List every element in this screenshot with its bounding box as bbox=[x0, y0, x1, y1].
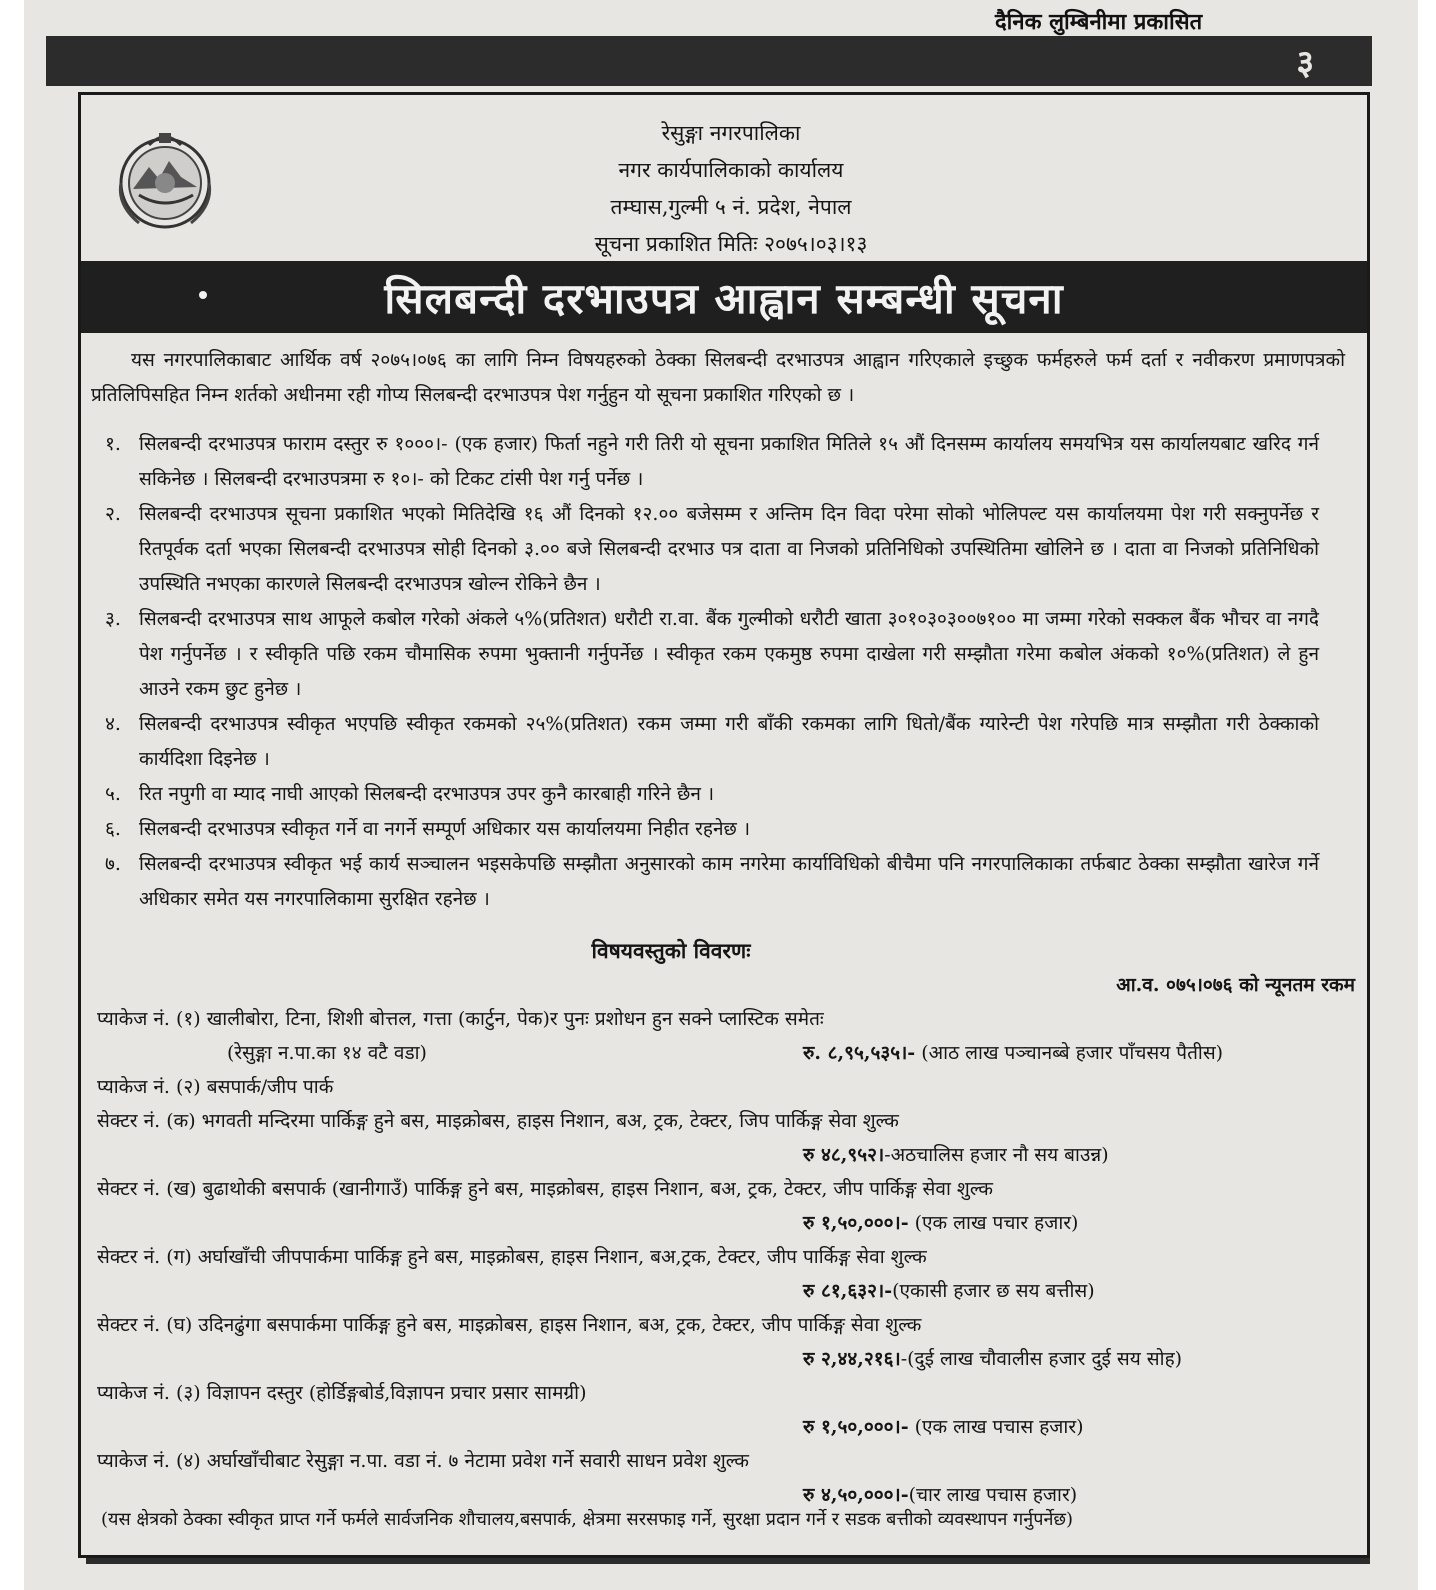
office-department: नगर कार्यपालिकाको कार्यालय bbox=[618, 158, 844, 182]
sector-ga: सेक्टर नं. (ग) अर्घाखाँची जीपपार्कमा पार्किङ्ग हुने बस, माइक्रोबस, हाइस निशान, बअ,ट्रक, टेक्टर, जीप पार्किङ्ग सेवा शुल्क bbox=[97, 1246, 927, 1268]
sector-ga-amount: रु ८१,६३२।- bbox=[803, 1280, 893, 1302]
package-4-amount-row bbox=[803, 1481, 1077, 1507]
scan-margin-left bbox=[0, 0, 24, 1590]
condition-item: ४. सिलबन्दी दरभाउपत्र स्वीकृत भएपछि स्वीकृत रकमको २५%(प्रतिशत) रकम जम्मा गरी बाँकी रकमका लागि धितो/बैंक ग्यारेन्टी पेश गरेपछि मात्र सम्झौता गरी ठेक्काको कार्यदिशा दिइनेछ । bbox=[105, 713, 1319, 770]
footnote: (यस क्षेत्रको ठेक्का स्वीकृत प्राप्त गर्ने फर्मले सार्वजनिक शौचालय,बसपार्क, क्षेत्रमा सरसफाइ गर्ने, सुरक्षा प्रदान गर्ने र सडक बत्तीको व्यवस्थापन गर्नुपर्नेछ) bbox=[101, 1509, 1074, 1530]
title-band bbox=[81, 261, 1367, 333]
package-3-amount-words: (एक लाख पचास हजार) bbox=[914, 1416, 1084, 1438]
package-1-amount: रु. ८,९५,५३५।- bbox=[803, 1042, 916, 1064]
sector-kha-amount-words: (एक लाख पचार हजार) bbox=[914, 1212, 1079, 1234]
nepal-emblem-icon bbox=[109, 125, 221, 237]
intro-paragraph: यस नगरपालिकाबाट आर्थिक वर्ष २०७५।०७६ का लागि निम्न विषयहरुको ठेक्का सिलबन्दी दरभाउपत्र आह्वान गरिएकाले इच्छुक फर्महरुले फर्म दर्ता र नवीकरण प्रमाणपत्रको प्रतिलिपिसहित निम्न शर्तको अधीनमा रही गोप्य सिलबन्दी दरभाउपत्र पेश गर्नुहुन यो सूचना प्रकाशित गरिएको छ । bbox=[91, 349, 1345, 406]
sector-ka-amount: रु ४८,९५२। bbox=[803, 1144, 885, 1166]
office-header bbox=[381, 115, 1081, 263]
package-1-amount-words: (आठ लाख पञ्चानब्बे हजार पाँचसय पैतीस) bbox=[921, 1042, 1224, 1064]
page-number: ३ bbox=[1296, 43, 1314, 83]
package-3-title: प्याकेज नं. (३) विज्ञापन दस्तुर (होर्डिङ्गबोर्ड,विज्ञापन प्रचार प्रसार सामग्री) bbox=[97, 1382, 587, 1404]
notice-title: सिलबन्दी दरभाउपत्र आह्वान सम्बन्धी सूचना bbox=[384, 273, 1064, 323]
package-1-area: (रेसुङ्गा न.पा.का १४ वटै वडा) bbox=[227, 1042, 427, 1064]
details-heading: विषयवस्तुको विवरणः bbox=[591, 938, 751, 963]
package-4-amount: रु ४,५०,०००।- bbox=[803, 1484, 909, 1506]
office-address: तम्घास,गुल्मी ५ नं. प्रदेश, नेपाल bbox=[610, 195, 852, 219]
package-2-title: प्याकेज नं. (२) बसपार्क/जीप पार्क bbox=[97, 1076, 334, 1098]
amount-column-heading: आ.व. ०७५।०७६ को न्यूनतम रकम bbox=[1116, 974, 1355, 996]
condition-item: ७. सिलबन्दी दरभाउपत्र स्वीकृत भई कार्य सञ्चालन भइसकेपछि सम्झौता अनुसारको काम नगरेमा कार्याविधिको बीचैमा पनि नगरपालिकाका तर्फबाट ठेक्का सम्झौता खारेज गर्ने अधिकार समेत यस नगरपालिकामा सुरक्षित रहनेछ । bbox=[105, 853, 1319, 910]
condition-item: १. सिलबन्दी दरभाउपत्र फाराम दस्तुर रु १०००।- (एक हजार) फिर्ता नहुने गरी तिरी यो सूचना प्रकाशित मितिले १५ औं दिनसम्म कार्यालय समयभित्र यस कार्यालयबाट खरिद गर्न सकिनेछ । सिलबन्दी दरभाउपत्रमा रु १०।- को टिकट टांसी पेश गर्नु पर्नेछ । bbox=[105, 433, 1319, 490]
sector-gha-amount-row bbox=[803, 1345, 1182, 1371]
package-3-amount-row bbox=[803, 1413, 1084, 1439]
package-4-amount-words: (चार लाख पचास हजार) bbox=[908, 1484, 1078, 1506]
condition-item: ६. सिलबन्दी दरभाउपत्र स्वीकृत गर्ने वा नगर्ने सम्पूर्ण अधिकार यस कार्यालयमा निहीत रहनेछ । bbox=[105, 818, 751, 840]
published-date: सूचना प्रकाशित मितिः २०७५।०३।१३ bbox=[594, 232, 868, 256]
condition-item: ५. रित नपुगी वा म्याद नाघी आएको सिलबन्दी दरभाउपत्र उपर कुनै कारबाही गरिने छैन । bbox=[105, 783, 715, 805]
municipality-name: रेसुङ्गा नगरपालिका bbox=[661, 121, 801, 145]
sector-ka-amount-words: -अठचालिस हजार नौ सय बाउन्न) bbox=[884, 1144, 1109, 1166]
sector-ga-amount-words: (एकासी हजार छ सय बत्तीस) bbox=[892, 1280, 1095, 1302]
sector-ka-amount-row bbox=[803, 1141, 1109, 1167]
package-1-title: प्याकेज नं. (१) खालीबोरा, टिना, शिशी बोत्तल, गत्ता (कार्टुन, पेक)र पुनः प्रशोधन हुन सक्ने प्लास्टिक समेतः bbox=[97, 1008, 824, 1030]
bottom-rule bbox=[86, 1558, 1370, 1564]
sector-ka: सेक्टर नं. (क) भगवती मन्दिरमा पार्किङ्ग हुने बस, माइक्रोबस, हाइस निशान, बअ, ट्रक, टेक्टर, जिप पार्किङ्ग सेवा शुल्क bbox=[97, 1110, 899, 1132]
condition-item: २. सिलबन्दी दरभाउपत्र सूचना प्रकाशित भएको मितिदेखि १६ औं दिनको १२.०० बजेसम्म र अन्तिम दिन विदा परेमा सोको भोलिपल्ट यस कार्यालयमा पेश गरी सक्नुपर्नेछ र रितपूर्वक दर्ता भएका सिलबन्दी दरभाउपत्र सोही दिनको ३.०० बजे सिलबन्दी दरभाउ पत्र दाता वा निजको प्रतिनिधिको उपस्थितिमा खोलिने छ । दाता वा निजको प्रतिनिधिको उपस्थिति नभएका कारणले सिलबन्दी दरभाउपत्र खोल्न रोकिने छैन । bbox=[105, 503, 1319, 595]
package-4-title: प्याकेज नं. (४) अर्घाखाँचीबाट रेसुङ्गा न.पा. वडा नं. ७ नेटामा प्रवेश गर्ने सवारी साधन प्रवेश शुल्क bbox=[97, 1450, 749, 1472]
tender-notice bbox=[78, 92, 1370, 1558]
page-header-band bbox=[46, 36, 1372, 86]
source-note: दैनिक लुम्बिनीमा प्रकासित bbox=[995, 9, 1203, 35]
conditions-list bbox=[105, 427, 1319, 917]
package-1-amount-row bbox=[803, 1039, 1223, 1065]
title-bullet bbox=[199, 291, 207, 299]
condition-item: ३. सिलबन्दी दरभाउपत्र साथ आफूले कबोल गरेको अंकले ५%(प्रतिशत) धरौटी रा.वा. बैंक गुल्मीको धरौटी खाता ३०१०३०३००७१०० मा जम्मा गरेको सक्कल बैंक भौचर वा नगदै पेश गर्नुपर्नेछ । र स्वीकृति पछि रकम चौमासिक रुपमा भुक्तानी गर्नुपर्नेछ । स्वीकृत रकम एकमुष्ठ रुपमा दाखेला गरी सम्झौता गरेमा कबोल अंकको १०%(प्रतिशत) ले हुन आउने रकम छुट हुनेछ । bbox=[105, 608, 1319, 700]
package-3-amount: रु १,५०,०००।- bbox=[803, 1416, 909, 1438]
sector-gha-amount-words: -(दुई लाख चौवालीस हजार दुई सय सोह) bbox=[900, 1348, 1183, 1370]
sector-gha: सेक्टर नं. (घ) उदिनढुंगा बसपार्कमा पार्किङ्ग हुने बस, माइक्रोबस, हाइस निशान, बअ, ट्रक, टेक्टर, जीप पार्किङ्ग सेवा शुल्क bbox=[97, 1314, 922, 1336]
sector-kha-amount-row bbox=[803, 1209, 1078, 1235]
sector-gha-amount: रु २,४४,२१६। bbox=[803, 1348, 901, 1370]
sector-kha-amount: रु १,५०,०००।- bbox=[803, 1212, 909, 1234]
sector-kha: सेक्टर नं. (ख) बुढाथोकी बसपार्क (खानीगाउँ) पार्किङ्ग हुने बस, माइक्रोबस, हाइस निशान, बअ, ट्रक, टेक्टर, जीप पार्किङ्ग सेवा शुल्क bbox=[97, 1178, 993, 1200]
sector-ga-amount-row bbox=[803, 1277, 1095, 1303]
scan-margin-right bbox=[1418, 0, 1436, 1590]
